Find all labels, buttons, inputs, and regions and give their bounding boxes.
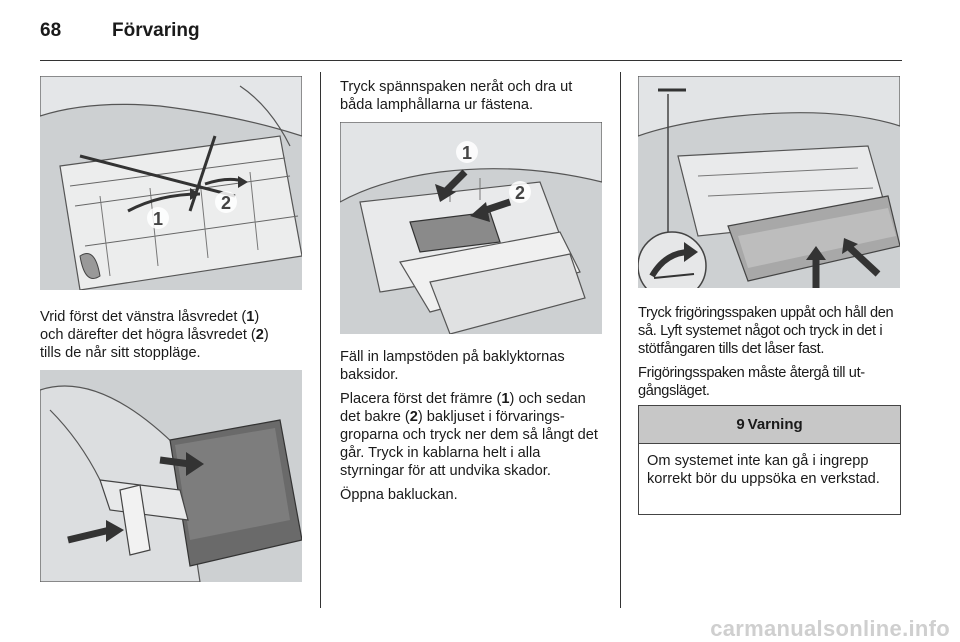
column-divider-left bbox=[320, 72, 321, 608]
col2-text-bottom bbox=[340, 348, 602, 510]
lamp-holders-illustration bbox=[340, 122, 602, 334]
page-number: 68 bbox=[40, 20, 62, 41]
text-span: ) och därefter det högra låsvredet ( bbox=[40, 309, 260, 343]
instruction-place-lights bbox=[340, 390, 602, 480]
figure-lamp-holders bbox=[340, 122, 602, 334]
instruction-fold-supports: Fäll in lampstöden på baklyktornas baksidor. bbox=[340, 349, 565, 383]
text-span: ) tills de når sitt stoppläge. bbox=[40, 327, 269, 361]
warning-body: Om systemet inte kan gå i ingrepp korrekt bör du uppsöka en verkstad. bbox=[647, 453, 880, 487]
fig1-label-2: 2 bbox=[220, 193, 232, 213]
column-divider-right bbox=[620, 72, 621, 608]
ref-number: 1 bbox=[246, 309, 255, 325]
text-span: Vrid först det vänstra låsvredet ( bbox=[40, 309, 247, 325]
figure-release-lever bbox=[638, 76, 900, 288]
ref-number: 1 bbox=[501, 391, 510, 407]
instruction-press-release-lever: Tryck frigöringsspaken uppåt och håll den så. Lyft systemet något och tryck in det i stötfångaren tills det låser fast. bbox=[638, 305, 894, 357]
lamp-support-illustration bbox=[40, 370, 302, 582]
fig1-label-1: 1 bbox=[152, 209, 164, 229]
instruction-open-tailgate: Öppna bakluckan. bbox=[340, 487, 458, 503]
figure-lock-knobs bbox=[40, 76, 302, 290]
instruction-lever-return: Frigöringsspaken måste återgå till utgångsläget. bbox=[638, 365, 866, 399]
warning-icon: 9 bbox=[736, 416, 745, 433]
figure-lamp-support bbox=[40, 370, 302, 582]
warning-header bbox=[639, 406, 900, 444]
section-title: Förvaring bbox=[112, 20, 200, 41]
header-rule bbox=[40, 60, 902, 61]
watermark: carmanualsonline.info bbox=[710, 616, 950, 641]
col2-text-top bbox=[340, 78, 602, 120]
warning-title: Varning bbox=[747, 416, 803, 433]
release-lever-illustration bbox=[638, 76, 900, 288]
instruction-press-lever: Tryck spännspaken neråt och dra ut båda lamphållarna ur fästena. bbox=[340, 79, 573, 113]
page-header bbox=[40, 20, 200, 42]
warning-box bbox=[638, 405, 901, 515]
ref-number: 2 bbox=[409, 409, 418, 425]
lock-knobs-illustration bbox=[40, 76, 302, 290]
ref-number: 2 bbox=[255, 327, 264, 343]
text-span: ) bakljuset i förvaringsgroparna och tryck ner dem så långt det går. Tryck in kablarna helt i alla styrningar för att undvika skador. bbox=[340, 409, 598, 479]
fig3-label-2: 2 bbox=[514, 183, 526, 203]
text-span: ) och sedan det bakre ( bbox=[340, 391, 586, 425]
col3-text bbox=[638, 304, 902, 406]
instruction-turn-locks bbox=[40, 308, 302, 362]
fig3-label-1: 1 bbox=[461, 143, 473, 163]
col1-text bbox=[40, 308, 302, 368]
text-span: Placera först det främre ( bbox=[340, 391, 502, 407]
